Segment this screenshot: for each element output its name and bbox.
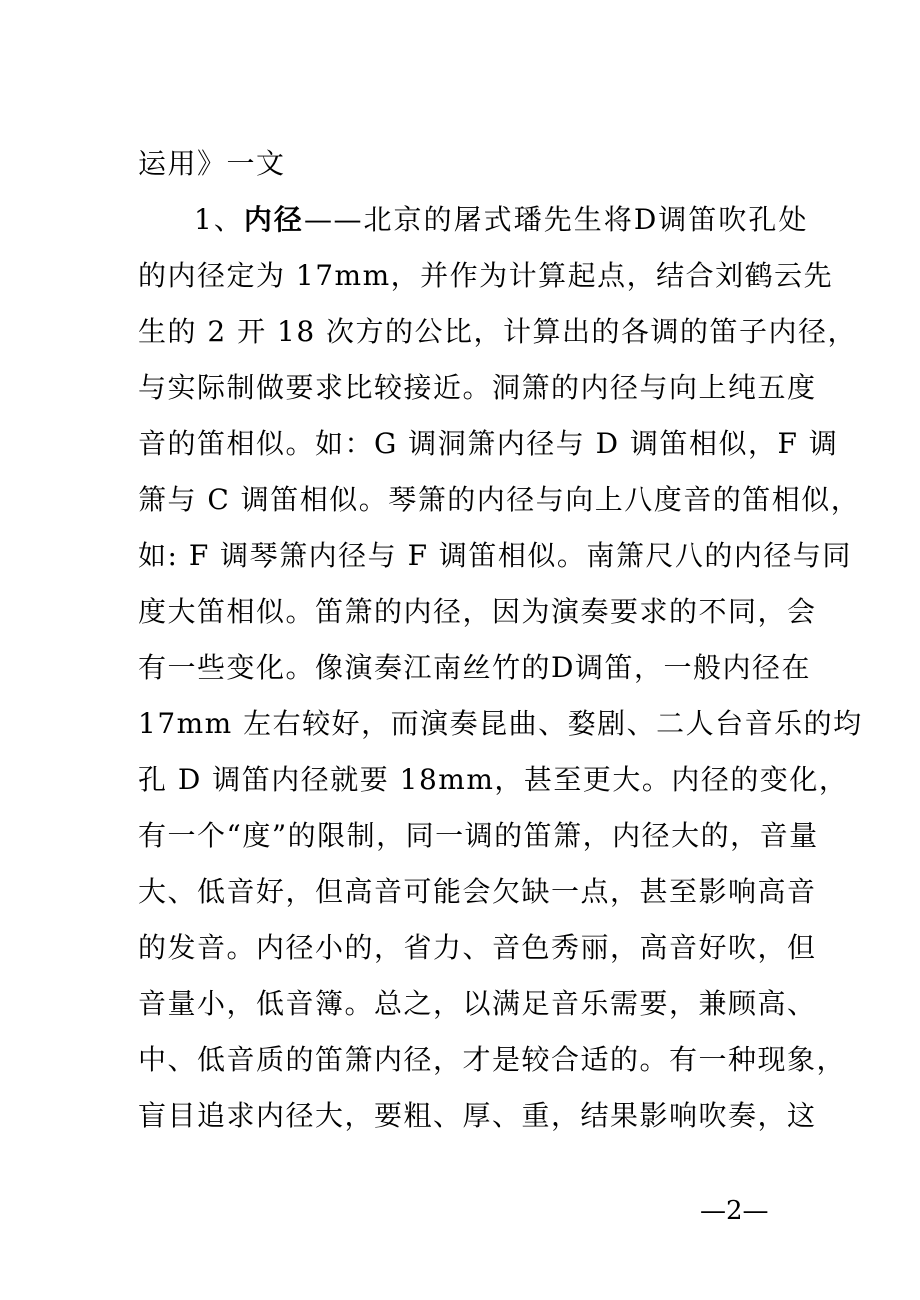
text-line: 大、低音好，但高音可能会欠缺一点，甚至影响高音 <box>138 875 817 908</box>
text-line: 音量小，低音簿。总之，以满足音乐需要，兼顾高、 <box>138 987 817 1020</box>
page-number: —2— <box>700 1196 769 1226</box>
paragraph-heading-line <box>194 202 808 238</box>
text-line: 度大笛相似。笛箫的内径，因为演奏要求的不同，会 <box>138 595 817 628</box>
text-line: 生的 2 开 18 次方的公比，计算出的各调的笛子内径， <box>138 315 858 348</box>
text-line: 17mm 左右较好，而演奏昆曲、婺剧、二人台音乐的均 <box>138 707 863 740</box>
text-line: 箫与 C 调笛相似。琴箫的内径与向上八度音的笛相似， <box>138 483 861 516</box>
text-line: 盲目追求内径大，要粗、厚、重，结果影响吹奏，这 <box>138 1099 817 1132</box>
text-line: 如: F 调琴箫内径与 F 调笛相似。南箫尺八的内径与同 <box>138 539 852 572</box>
text-line: 与实际制做要求比较接近。洞箫的内径与向上纯五度 <box>138 371 817 404</box>
section-term: 内径 <box>243 203 304 236</box>
text-line: 孔 D 调笛内径就要 18mm，甚至更大。内径的变化， <box>138 763 849 796</box>
text-line: 有一些变化。像演奏江南丝竹的D调笛，一般内径在 <box>138 651 811 684</box>
text-line: 运用》一文 <box>138 147 286 180</box>
text-line: 有一个“度”的限制，同一调的笛箫，内径大的，音量 <box>138 819 819 852</box>
text-line: 的内径定为 17mm，并作为计算起点，结合刘鹤云先 <box>138 259 834 292</box>
text-line: 中、低音质的笛箫内径，才是较合适的。有一种现象， <box>138 1043 847 1076</box>
text-line: 的发音。内径小的，省力、音色秀丽，高音好吹，但 <box>138 931 817 964</box>
section-dash: —— <box>303 203 363 236</box>
section-text: 北京的屠式璠先生将D调笛吹孔处 <box>362 203 808 236</box>
section-number: 1、 <box>194 203 244 236</box>
text-line: 音的笛相似。如：G 调洞箫内径与 D 调笛相似，F 调 <box>138 427 839 460</box>
